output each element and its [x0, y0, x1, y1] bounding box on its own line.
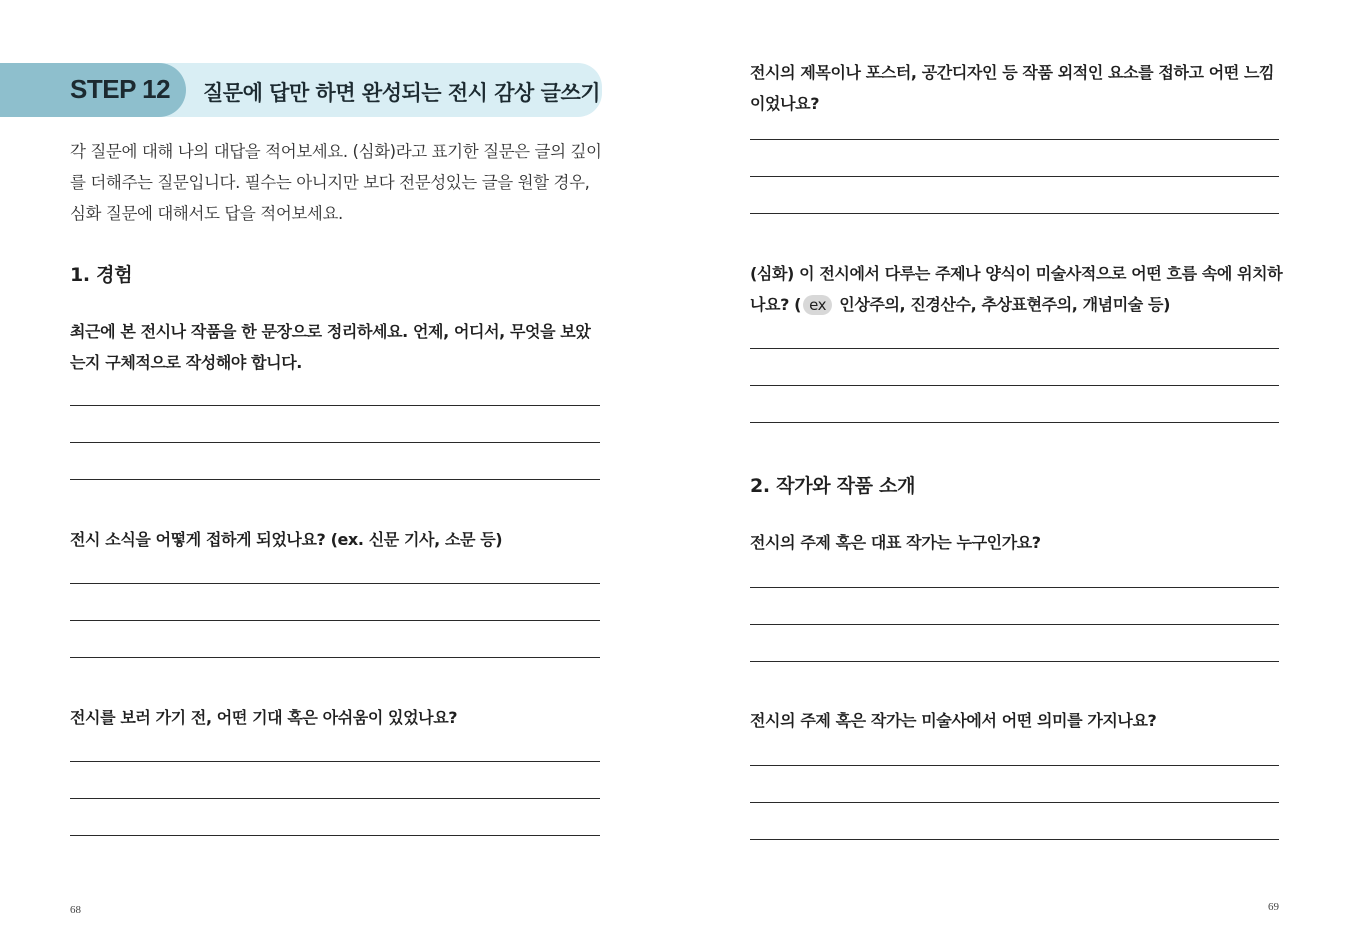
step-banner	[0, 63, 602, 117]
answer-line[interactable]	[70, 835, 600, 836]
section-title-experience: 1. 경험	[70, 264, 133, 286]
page-number: 69	[1268, 901, 1279, 913]
answer-line[interactable]	[70, 620, 600, 621]
right-page	[676, 0, 1353, 948]
answer-line[interactable]	[70, 442, 600, 443]
answer-line[interactable]	[750, 139, 1279, 140]
question-main-artist: 전시의 주제 혹은 대표 작가는 누구인가요?	[750, 533, 1041, 552]
page-number: 68	[70, 904, 81, 916]
answer-line[interactable]	[70, 798, 600, 799]
answer-line[interactable]	[750, 624, 1279, 625]
question-art-history-context	[750, 258, 1285, 320]
section-title-artist-works: 2. 작가와 작품 소개	[750, 475, 916, 497]
answer-line[interactable]	[70, 761, 600, 762]
question-exterior-elements: 전시의 제목이나 포스터, 공간디자인 등 작품 외적인 요소를 접하고 어떤 느낌이었나요?	[750, 63, 1275, 113]
answer-line[interactable]	[750, 661, 1279, 662]
answer-line[interactable]	[750, 765, 1279, 766]
answer-line[interactable]	[750, 348, 1279, 349]
step-title: 질문에 답만 하면 완성되는 전시 감상 글쓰기	[203, 81, 601, 105]
answer-line[interactable]	[750, 587, 1279, 588]
question-art-history-meaning: 전시의 주제 혹은 작가는 미술사에서 어떤 의미를 가지나요?	[750, 711, 1157, 730]
question-text-prefix: (심화) 이 전시에서 다루는 주제나 양식이 미술사적으로 어떤 흐름 속에 위치하나요? (	[750, 264, 1283, 314]
answer-line[interactable]	[750, 176, 1279, 177]
answer-line[interactable]	[750, 839, 1279, 840]
question-expectation: 전시를 보러 가기 전, 어떤 기대 혹은 아쉬움이 있었나요?	[70, 708, 458, 727]
step-label: STEP 12	[70, 74, 171, 104]
answer-line[interactable]	[70, 405, 600, 406]
question-exhibition-news: 전시 소식을 어떻게 접하게 되었나요? (ex. 신문 기사, 소문 등)	[70, 530, 503, 549]
answer-line[interactable]	[750, 213, 1279, 214]
intro-text: 각 질문에 대해 나의 대답을 적어보세요. (심화)라고 표기한 질문은 글의 깊이를 더해주는 질문입니다. 필수는 아니지만 보다 전문성있는 글을 원할 경우, 심화 질문에 대해서도 답을 적어보세요.	[70, 142, 602, 223]
question-text-suffix: 인상주의, 진경산수, 추상표현주의, 개념미술 등)	[834, 295, 1170, 314]
answer-line[interactable]	[70, 657, 600, 658]
answer-line[interactable]	[70, 479, 600, 480]
question-recent-exhibition: 최근에 본 전시나 작품을 한 문장으로 정리하세요. 언제, 어디서, 무엇을 보았는지 구체적으로 작성해야 합니다.	[70, 322, 591, 372]
answer-line[interactable]	[750, 422, 1279, 423]
ex-badge: ex	[803, 295, 832, 315]
answer-line[interactable]	[70, 583, 600, 584]
answer-line[interactable]	[750, 802, 1279, 803]
answer-line[interactable]	[750, 385, 1279, 386]
left-page	[0, 0, 676, 948]
